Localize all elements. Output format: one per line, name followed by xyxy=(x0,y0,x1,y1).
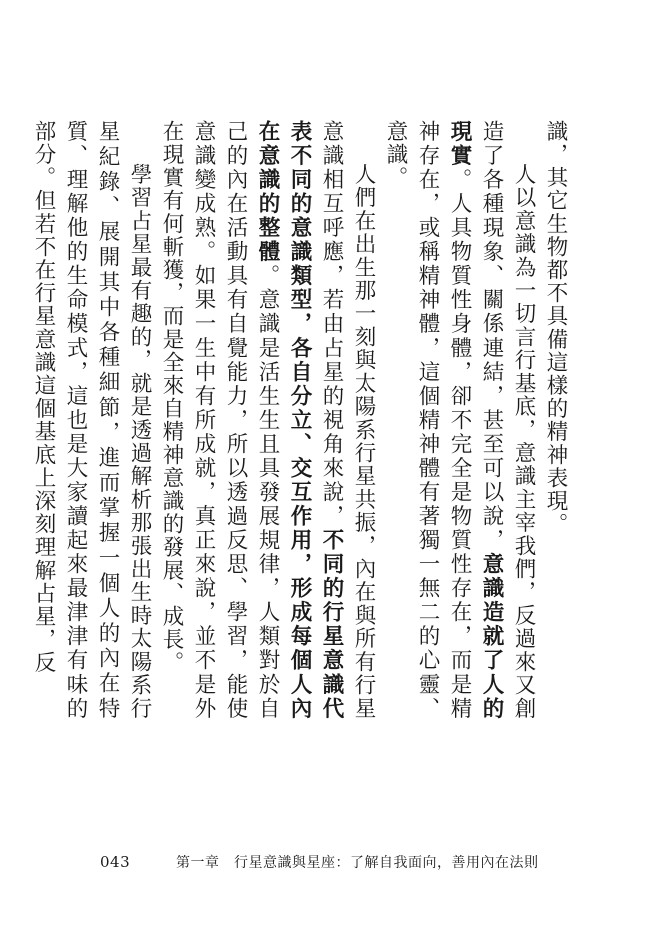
paragraph-2 xyxy=(379,120,539,720)
text-segment: 人們在出生那一刻與太陽系行星共振，內在與所有行星意識相互呼應，若由占星的視角來說， xyxy=(319,120,376,720)
text-segment: 學習占星最有趣的，就是透過解析那張出生時太陽系行星紀錄、展開其中各種細節，進而掌握一個人的內在特質、理解他的生命模式，這也是大家讀起來最津津有味的部分。但若不在行星意識這個基底上深刻理解占星，反 xyxy=(31,120,152,720)
paragraph-4 xyxy=(27,120,155,720)
text-segment: 。人具物質性身體，卻不完全是物質性存在，而是精神存在，或稱精神體，這個精神體有著獨一無二的心靈、意識。 xyxy=(383,120,472,720)
vertical-text-body xyxy=(31,120,571,720)
paragraph-1 xyxy=(539,120,571,720)
bold-text-segment: 不同的行星意識代表不同的意識類型，各自分立、交互作用，形成每個人內在意識的整體 xyxy=(255,120,344,720)
text-segment: 。意識是活生生且具發展規律，人類對於自己的內在活動具有自覺能力，所以透過反思、學習，能使意識變成熟。如果一生中有所成就，真正來說，並不是外在現實有何斬獲，而是全來自精神意識的發展、成長。 xyxy=(159,120,280,720)
running-head: 第一章 行星意識與星座：了解自我面向，善用內在法則 xyxy=(176,855,539,871)
text-segment: 識，其它生物都不具備這樣的精神表現。 xyxy=(543,120,568,536)
bold-text-segment: 意識造就了人的現實 xyxy=(447,120,504,720)
page-footer xyxy=(100,850,580,874)
page-number: 043 xyxy=(100,853,131,871)
text-segment: 人以意識為一切言行基底，意識主宰我們，反過來又創造了各種現象、關係連結，甚至可以說， xyxy=(479,120,536,720)
paragraph-3 xyxy=(155,120,379,720)
